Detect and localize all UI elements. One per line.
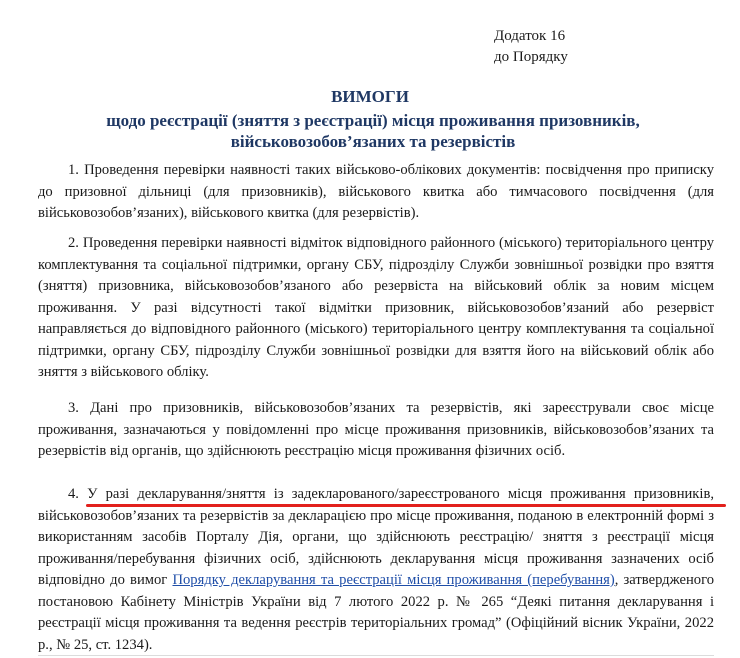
annex-number: Додаток 16 bbox=[494, 28, 566, 44]
regulation-link[interactable]: Порядку декларування та реєстрації місця проживання (перебування) bbox=[172, 572, 615, 588]
document-subtitle: щодо реєстрації (зняття з реєстрації) місця проживання призовників, військовозобов’язаних та резервістів bbox=[106, 111, 640, 151]
paragraph-4 bbox=[38, 484, 714, 656]
annex-target: до Порядку bbox=[494, 49, 568, 65]
paragraph-2: 2. Проведення перевірки наявності відміток відповідного районного (міського) територіального центру комплектування та соціальної підтримки, органу СБУ, підрозділу Служби зовнішньої розвідки про взяття (зняття) призовника, військовозобов’язаного або резервіста на військовий облік за новим місцем проживання. У разі відсутності такої відмітки призовник, військовозобов’язаний або резервіст направляється до відповідного районного (міського) територіального центру комплектування та соціальної підтримки, органу СБУ, підрозділу Служби зовнішньої розвідки для взяття його на військовий облік або зняття з військового обліку. bbox=[38, 235, 714, 380]
paragraph-4-text-end: , затвердженого постановою Кабінету Міністрів України від 7 лютого 2022 р. № 265 “Деякі питання декларування і реєстрації місця проживання та ведення реєстрів територіальних громад” (Офіційний вісник України, 2022 р., № 25, ст. 1234). bbox=[38, 572, 714, 653]
page-divider bbox=[38, 655, 714, 656]
document-title: ВИМОГИ bbox=[331, 87, 409, 106]
annex-reference bbox=[494, 26, 568, 68]
paragraph-4-text-start: 4. У разі декларування/зняття із задекларованого/зареєстрованого місця проживання призовників, військовозобов’язаних та резервістів за декларацією про місце проживання, поданою в електронній формі з використанням засобів Порталу Дія, органи, що здійснюють реєстрацію/ зняття з реєстрації місця проживання/перебування фізичних осіб, здійснюють декларування місця проживання зазначених осіб відповідно до вимог bbox=[38, 486, 714, 588]
highlight-underline bbox=[86, 504, 726, 507]
paragraph-1: 1. Проведення перевірки наявності таких військово-облікових документів: посвідчення про приписку до призовної дільниці (для призовників), військового квитка або тимчасового посвідчення (для військовозобов’язаних), військового квитка (для резервістів). bbox=[38, 162, 714, 221]
paragraph-3: 3. Дані про призовників, військовозобов’язаних та резервістів, які зареєстрували своє місце проживання, зазначаються у повідомленні про місце проживання призовників, військовозобов’язаних та резервістів від органів, що здійснюють реєстрацію місця проживання фізичних осіб. bbox=[38, 400, 714, 459]
